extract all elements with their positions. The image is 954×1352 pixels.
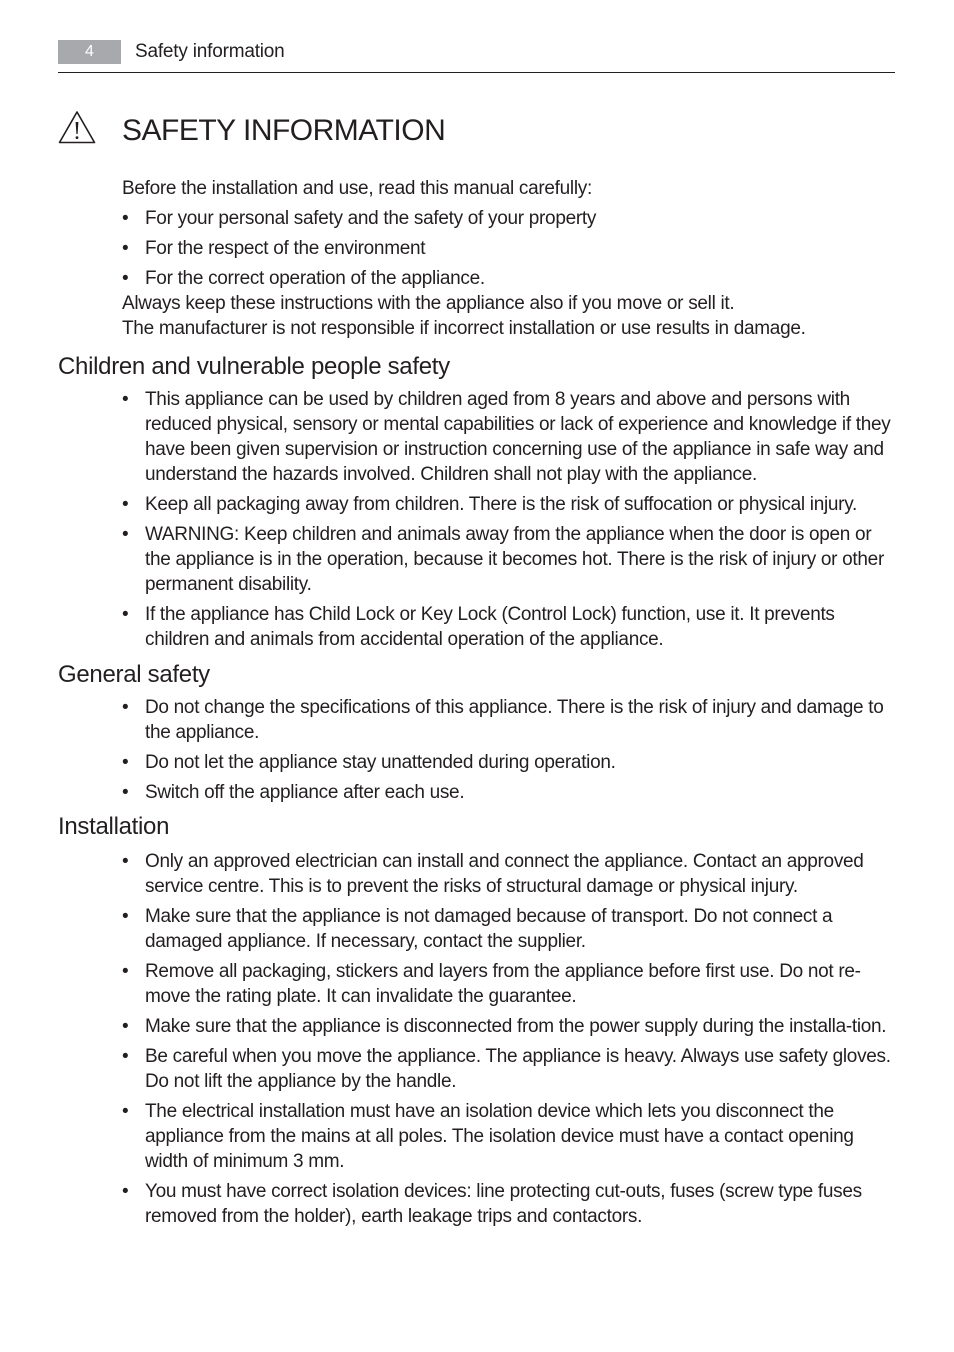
warning-triangle-icon: [58, 110, 96, 144]
intro-note: The manufacturer is not responsible if incorrect installation or use results in damage.: [122, 318, 806, 339]
list-item-text: Make sure that the appliance is not damaged because of transport. Do not connect a damaged appliance. If necessary, contact the supplier.: [145, 906, 833, 952]
intro-lead: Before the installation and use, read this manual carefully:: [122, 178, 592, 199]
list-item: [122, 1014, 894, 1039]
bullet-icon: •: [122, 906, 129, 927]
intro-bullet-list: [0, 206, 902, 291]
bullet-icon: •: [122, 851, 129, 872]
list-item-text: For the respect of the environment: [145, 238, 426, 259]
list-item-text: The electrical installation must have an isolation device which lets you disconnect the appliance from the mains at all poles. The isolation device must have a contact opening width of minimum 3 mm.: [145, 1101, 854, 1172]
list-item: [122, 266, 902, 291]
bullet-icon: •: [122, 782, 129, 803]
list-item-text: If the appliance has Child Lock or Key Lock (Control Lock) function, use it. It prevents children and animals from accidental operation of the appliance.: [145, 604, 835, 650]
list-item-text: Make sure that the appliance is disconnected from the power supply during the installa-tion.: [145, 1016, 887, 1037]
bullet-icon: •: [122, 1101, 129, 1122]
list-item: [122, 780, 894, 805]
list-item-text: This appliance can be used by children aged from 8 years and above and persons with reduced physical, sensory or mental capabilities or lack of experience and knowledge if they have been given supervision or instruction concerning use of the appliance in safe way and understand the hazards involved. Children shall not play with the appliance.: [145, 389, 891, 485]
list-item: [122, 750, 894, 775]
list-item: [122, 1179, 894, 1229]
list-item: [122, 1099, 894, 1174]
page-title: SAFETY INFORMATION: [122, 114, 446, 147]
page-number: 4: [58, 40, 121, 64]
bullet-icon: •: [122, 494, 129, 515]
list-item: [122, 1044, 894, 1094]
intro-note: Always keep these instructions with the appliance also if you move or sell it.: [122, 293, 735, 314]
bullet-icon: •: [122, 208, 129, 229]
list-item: [122, 206, 902, 231]
section-heading-installation: Installation: [58, 813, 170, 840]
list-item-text: Be careful when you move the appliance. The appliance is heavy. Always use safety gloves. Do not lift the appliance by the handle.: [145, 1046, 891, 1092]
bullet-icon: •: [122, 1046, 129, 1067]
list-item-text: Remove all packaging, stickers and layers from the appliance before first use. Do not re-move the rating plate. It can invalidate the guarantee.: [145, 961, 861, 1007]
list-item-text: Switch off the appliance after each use.: [145, 782, 465, 803]
list-item-text: Do not change the specifications of this appliance. There is the risk of injury and damage to the appliance.: [145, 697, 884, 743]
list-item-text: For the correct operation of the appliance.: [145, 268, 485, 289]
bullet-icon: •: [122, 604, 129, 625]
section-heading-general: General safety: [58, 661, 210, 688]
list-item: [122, 492, 894, 517]
bullet-icon: •: [122, 1016, 129, 1037]
list-item: [122, 695, 894, 745]
list-item: [122, 522, 894, 597]
list-item: [122, 602, 894, 652]
running-title: Safety information: [135, 41, 285, 62]
bullet-icon: •: [122, 389, 129, 410]
list-item: [122, 849, 894, 899]
bullet-icon: •: [122, 961, 129, 982]
children-safety-list: [0, 387, 894, 652]
list-item: [122, 387, 894, 487]
list-item-text: WARNING: Keep children and animals away from the appliance when the door is open or the appliance is in the operation, because it becomes hot. There is the risk of injury or other permanent disability.: [145, 524, 884, 595]
bullet-icon: •: [122, 752, 129, 773]
list-item-text: Only an approved electrician can install and connect the appliance. Contact an approved service centre. This is to prevent the risks of structural damage or physical injury.: [145, 851, 864, 897]
general-safety-list: [0, 695, 894, 805]
section-heading-children: Children and vulnerable people safety: [58, 353, 450, 380]
installation-list: [0, 849, 894, 1229]
bullet-icon: •: [122, 238, 129, 259]
bullet-icon: •: [122, 268, 129, 289]
list-item-text: For your personal safety and the safety of your property: [145, 208, 597, 229]
list-item: [122, 959, 894, 1009]
list-item-text: Do not let the appliance stay unattended during operation.: [145, 752, 616, 773]
list-item-text: You must have correct isolation devices: line protecting cut-outs, fuses (screw type fuses removed from the holder), earth leakage trips and contactors.: [145, 1181, 862, 1227]
page-header: [58, 40, 895, 73]
list-item: [122, 236, 902, 261]
bullet-icon: •: [122, 697, 129, 718]
list-item: [122, 904, 894, 954]
bullet-icon: •: [122, 524, 129, 545]
list-item-text: Keep all packaging away from children. There is the risk of suffocation or physical injury.: [145, 494, 857, 515]
bullet-icon: •: [122, 1181, 129, 1202]
document-body: [0, 176, 954, 1229]
